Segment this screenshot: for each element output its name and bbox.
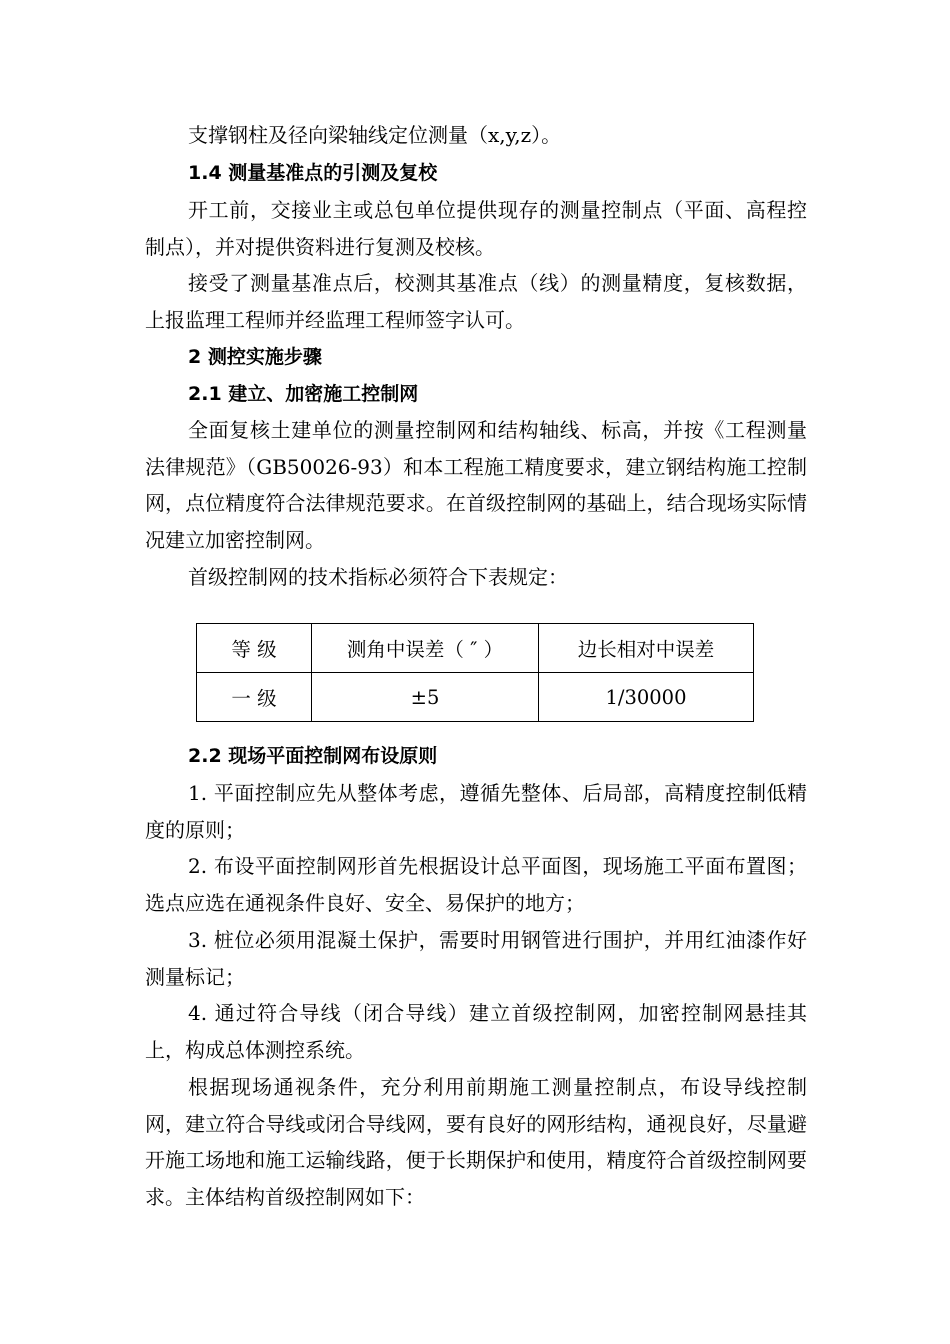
table-cell: 一 级	[197, 673, 312, 722]
paragraph-accept-benchmark: 接受了测量基准点后，校测其基准点（线）的测量精度，复核数据，上报监理工程师并经监理工程师签字认可。	[145, 271, 807, 332]
paragraph-control-network: 全面复核土建单位的测量控制网和结构轴线、标高，并按《工程测量法律规范》（GB50026-93）和本工程施工精度要求，建立钢结构施工控制网，点位精度符合法律规范要求。在首级控制网的基础上，结合现场实际情况建立加密控制网。	[145, 418, 807, 552]
table-header-cell: 边长相对中误差	[539, 624, 754, 673]
table-cell: ±5	[312, 673, 539, 722]
heading-2-2: 2.2 现场平面控制网布设原则	[188, 745, 438, 767]
list-item-4: 4. 通过符合导线（闭合导线）建立首级控制网，加密控制网悬挂其上，构成总体测控系统。	[145, 1001, 807, 1062]
table-row	[197, 673, 754, 722]
table-header-row	[197, 624, 754, 673]
paragraph-table-intro: 首级控制网的技术指标必须符合下表规定：	[188, 565, 568, 589]
heading-1-4: 1.4 测量基准点的引测及复校	[188, 162, 438, 184]
table-header-cell: 测角中误差（ ″ ）	[312, 624, 539, 673]
paragraph-before-start: 开工前，交接业主或总包单位提供现存的测量控制点（平面、高程控制点），并对提供资料进行复测及校核。	[145, 198, 807, 259]
list-item-2: 2. 布设平面控制网形首先根据设计总平面图，现场施工平面布置图；选点应选在通视条件良好、安全、易保护的地方；	[145, 854, 807, 915]
paragraph-site-conditions: 根据现场通视条件，充分利用前期施工测量控制点，布设导线控制网，建立符合导线或闭合导线网，要有良好的网形结构，通视良好，尽量避开施工场地和施工运输线路，便于长期保护和使用，精度符合首级控制网要求。主体结构首级控制网如下：	[145, 1075, 807, 1209]
list-item-1: 1. 平面控制应先从整体考虑，遵循先整体、后局部，高精度控制低精度的原则；	[145, 781, 807, 842]
table-cell: 1/30000	[539, 673, 754, 722]
table-header-cell: 等 级	[197, 624, 312, 673]
list-item-3: 3. 桩位必须用混凝土保护，需要时用钢管进行围护，并用红油漆作好测量标记；	[145, 928, 807, 989]
heading-2-1: 2.1 建立、加密施工控制网	[188, 383, 419, 405]
technical-index-table	[196, 623, 754, 722]
paragraph-support-columns: 支撑钢柱及径向梁轴线定位测量（x,y,z）。	[188, 123, 562, 147]
heading-2: 2 测控实施步骤	[188, 346, 322, 368]
